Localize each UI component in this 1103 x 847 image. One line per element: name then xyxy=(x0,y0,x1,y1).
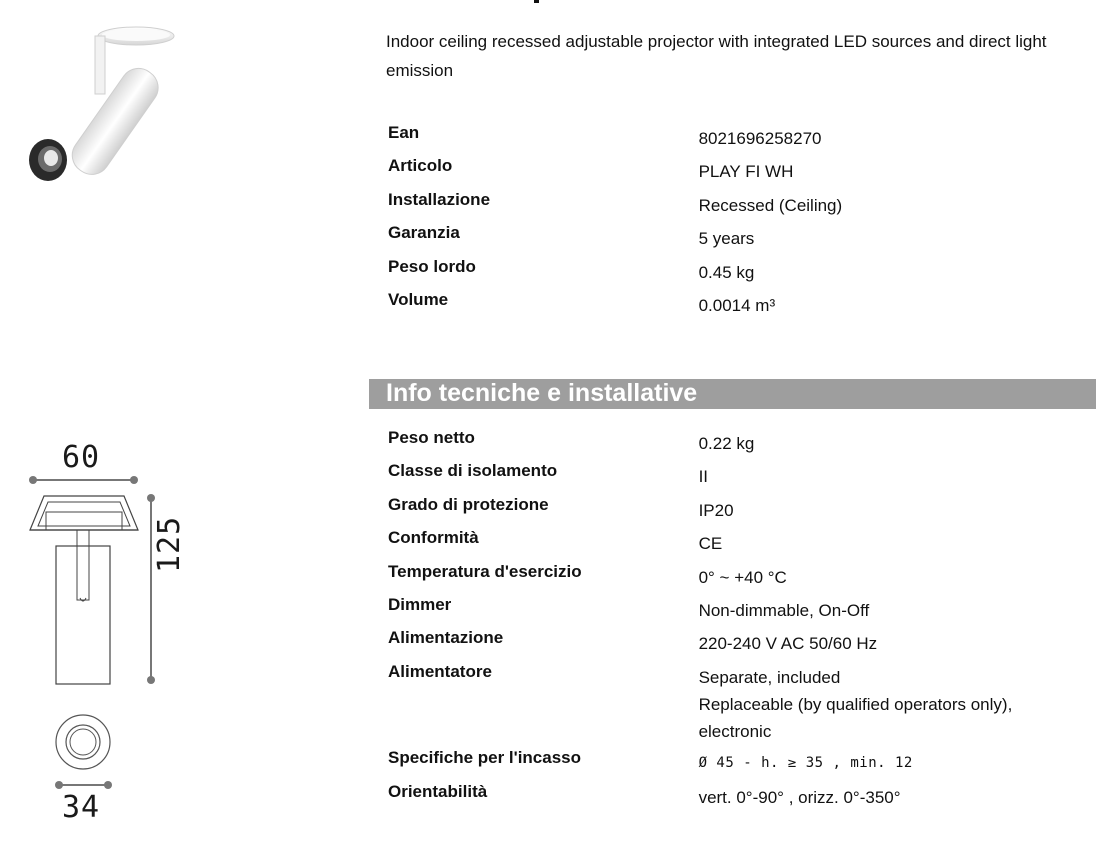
spec-label: Orientabilità xyxy=(388,781,488,801)
spec-value: 5 years xyxy=(698,229,755,249)
spec-row-grado-protezione xyxy=(388,495,1088,528)
spec-label: Garanzia xyxy=(388,223,460,243)
spec-value: 0.22 kg xyxy=(698,434,755,453)
spec-value: 0° ~ +40 °C xyxy=(698,567,787,587)
spec-value: 0.45 kg xyxy=(698,262,755,282)
spec-label: Classe di isolamento xyxy=(388,461,558,481)
spec-label: Articolo xyxy=(388,156,453,176)
spec-row-garanzia xyxy=(388,223,1088,256)
spec-label: Alimentazione xyxy=(388,628,504,648)
dimension-diameter-label: 34 xyxy=(62,790,101,825)
spec-value: Non-dimmable, On-Off xyxy=(698,600,870,620)
spec-value: Recessed (Ceiling) xyxy=(698,195,843,215)
dimension-drawing xyxy=(24,438,204,828)
spec-row-articolo xyxy=(388,156,1088,189)
spec-value: 220-240 V AC 50/60 Hz xyxy=(698,634,878,654)
spec-row-dimmer xyxy=(388,595,1088,628)
spec-value-line: Replaceable (by qualified operators only), xyxy=(698,694,1013,714)
dimension-height-label: 125 xyxy=(152,515,187,573)
spec-row-temperatura xyxy=(388,562,1088,595)
spec-label: Conformità xyxy=(388,528,479,548)
product-photo xyxy=(26,22,176,192)
spec-label: Ean xyxy=(388,123,420,142)
product-description: Indoor ceiling recessed adjustable projector with integrated LED sources and direct light emission xyxy=(386,32,1047,80)
spec-value: II xyxy=(698,467,709,487)
spec-row-alimentazione xyxy=(388,628,1088,661)
spec-row-alimentatore xyxy=(388,662,1088,748)
spec-value: IP20 xyxy=(698,500,734,520)
spec-value: vert. 0°-90° , orizz. 0°-350° xyxy=(698,787,901,807)
dimension-width-label: 60 xyxy=(62,440,101,475)
spec-label: Temperatura d'esercizio xyxy=(388,561,582,581)
section-title: Info tecniche e installative xyxy=(386,379,698,407)
technical-specs-table xyxy=(388,428,1088,815)
section-header-technical xyxy=(369,379,1096,409)
spec-value-line: Separate, included xyxy=(698,667,841,687)
spec-row-peso-lordo xyxy=(388,257,1088,290)
spec-row-peso-netto xyxy=(388,428,1088,461)
spec-label: Installazione xyxy=(388,189,491,209)
spec-value: CE xyxy=(698,534,723,554)
spec-label: Peso lordo xyxy=(388,256,476,276)
spec-value: PLAY FI WH xyxy=(698,162,794,182)
spec-value: 8021696258270 xyxy=(698,129,822,148)
spec-label: Dimmer xyxy=(388,594,452,614)
spec-row-volume xyxy=(388,290,1088,323)
spec-value xyxy=(699,664,1088,745)
spec-value: Ø 45 - h. ≥ 35 , min. 12 xyxy=(698,754,913,771)
spec-value-line: electronic xyxy=(698,721,772,741)
spec-row-ean xyxy=(388,123,1088,156)
spec-label: Volume xyxy=(388,289,449,309)
spec-label: Peso netto xyxy=(388,428,475,447)
spec-row-orientabilita xyxy=(388,782,1088,815)
spec-row-incasso xyxy=(388,748,1088,782)
spec-row-conformita xyxy=(388,528,1088,561)
spec-value: 0.0014 m³ xyxy=(698,295,776,315)
spec-label: Specifiche per l'incasso xyxy=(388,747,582,767)
cut-off-title-fragment xyxy=(534,0,539,3)
spec-row-installazione xyxy=(388,190,1088,223)
general-specs-table xyxy=(388,123,1088,323)
spec-label: Grado di protezione xyxy=(388,494,549,514)
spec-label: Alimentatore xyxy=(388,661,492,681)
spec-row-classe-isolamento xyxy=(388,461,1088,494)
